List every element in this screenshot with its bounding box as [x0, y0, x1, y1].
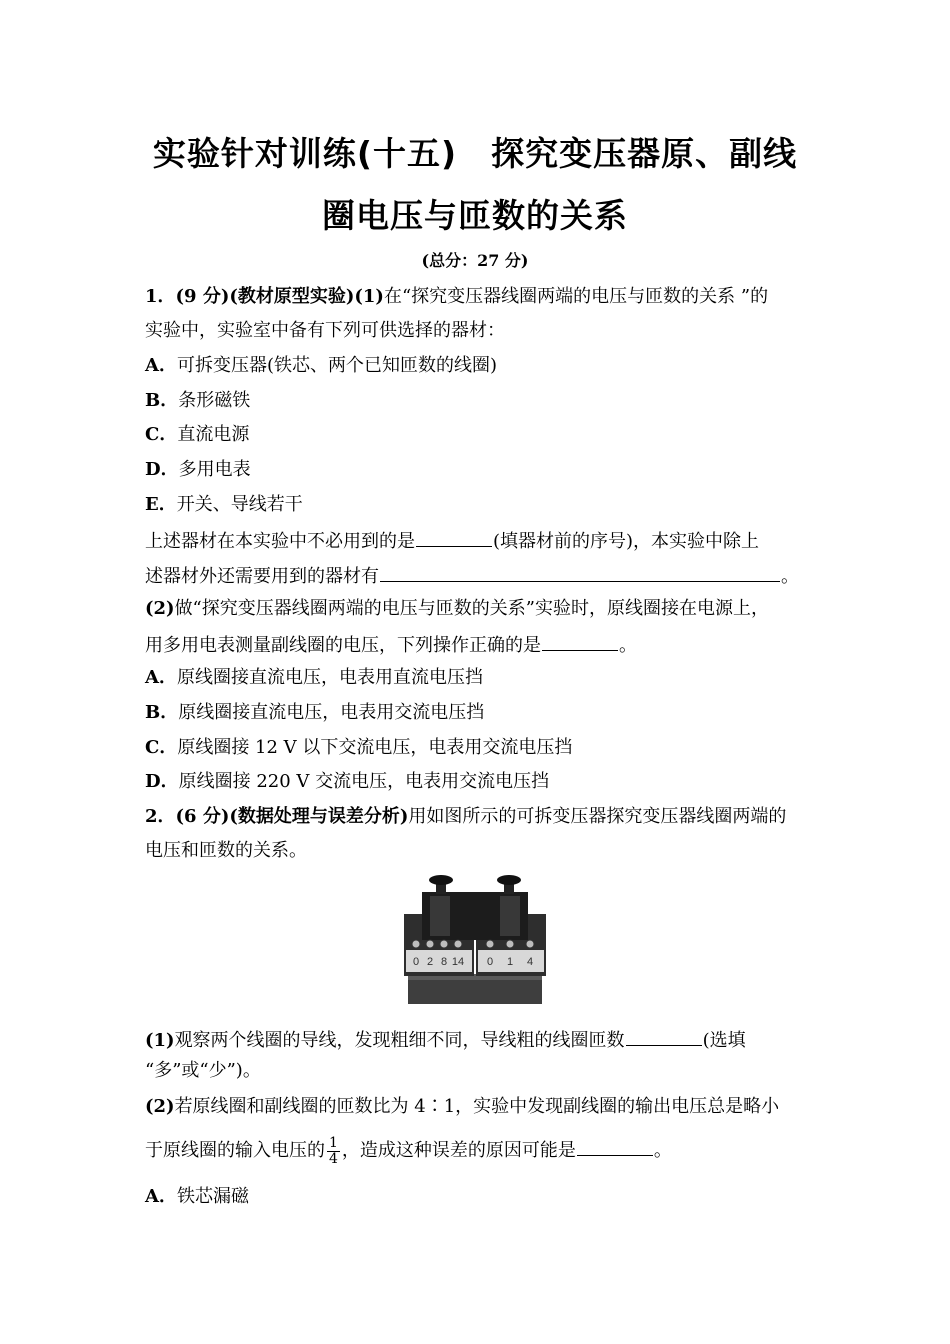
- transformer-base: [408, 976, 542, 1004]
- q1-number: 1．(9 分)(教材原型实验)(1): [145, 286, 384, 307]
- answer-blank[interactable]: [577, 1137, 653, 1156]
- terminal-label: 4: [526, 956, 534, 968]
- transformer-figure: [400, 868, 550, 1010]
- q1-option-b: B．条形磁铁: [145, 390, 251, 411]
- terminal-label: 1: [506, 956, 514, 968]
- q2-head: 2．(6 分)(数据处理与误差分析)用如图所示的可拆变压器探究变压器线圈两端的: [145, 806, 787, 827]
- answer-blank[interactable]: [626, 1027, 702, 1046]
- terminal-label: 0: [412, 956, 420, 968]
- q1-option-d: D．多用电表: [145, 459, 251, 480]
- q1-fill-line2: 述器材外还需要用到的器材有 。: [145, 563, 799, 588]
- terminal-label: 14: [451, 956, 465, 968]
- q2-p2: (2)若原线圈和副线圈的匝数比为 4∶1，实验中发现副线圈的输出电压总是略小: [145, 1096, 780, 1117]
- q2-line2: 电压和匝数的关系。: [145, 840, 307, 861]
- q1-part2: (2)做“探究变压器线圈两端的电压与匝数的关系”实验时，原线圈接在电源上，: [145, 598, 769, 619]
- knob-icon: [497, 875, 521, 885]
- q1-line2: 实验中，实验室中备有下列可供选择的器材：: [145, 320, 505, 341]
- q2-p2-line2: 于原线圈的输入电压的 $\frac{1}{4}$ ，造成这种误差的原因可能是 。: [145, 1134, 672, 1167]
- answer-blank[interactable]: [416, 528, 492, 547]
- answer-blank[interactable]: [542, 632, 618, 651]
- q1-option-e: E．开关、导线若干: [145, 494, 303, 515]
- q2-option-a: A．铁芯漏磁: [145, 1186, 249, 1207]
- q1-part2-line2: 用多用电表测量副线圈的电压，下列操作正确的是 。: [145, 632, 637, 657]
- terminal-label: 8: [440, 956, 448, 968]
- fraction: $\frac{1}{4}$: [329, 1134, 338, 1167]
- terminal-label: 0: [486, 956, 494, 968]
- q1-part2-option-b: B．原线圈接直流电压，电表用交流电压挡: [145, 702, 485, 723]
- q1-option-a: A．可拆变压器(铁芯、两个已知匝数的线圈): [145, 355, 498, 376]
- q1-option-c: C．直流电源: [145, 424, 250, 445]
- q2-p1: (1)观察两个线圈的导线，发现粗细不同，导线粗的线圈匝数 (选填: [145, 1027, 746, 1052]
- knob-icon: [429, 875, 453, 885]
- q1-part2-option-a: A．原线圈接直流电压，电表用直流电压挡: [145, 667, 483, 688]
- total-score: (总分：27 分): [421, 251, 529, 270]
- answer-blank[interactable]: [380, 563, 780, 582]
- q2-number: 2．(6 分)(数据处理与误差分析): [145, 806, 409, 827]
- q1-part2-option-c: C．原线圈接 12 V 以下交流电压，电表用交流电压挡: [145, 737, 573, 758]
- page-title-line1: 实验针对训练(十五) 探究变压器原、副线: [152, 134, 798, 173]
- terminal-label: 2: [426, 956, 434, 968]
- q1-fill-line1: 上述器材在本实验中不必用到的是 (填器材前的序号)，本实验中除上: [145, 528, 759, 553]
- q2-p1-line2: “多”或“少”)。: [145, 1060, 261, 1081]
- q1-head-text: 在“探究变压器线圈两端的电压与匝数的关系 ”的: [383, 286, 769, 307]
- q1-head: [145, 286, 768, 308]
- page-title-line2: 圈电压与匝数的关系: [322, 196, 628, 235]
- q1-part2-option-d: D．原线圈接 220 V 交流电压，电表用交流电压挡: [145, 771, 550, 792]
